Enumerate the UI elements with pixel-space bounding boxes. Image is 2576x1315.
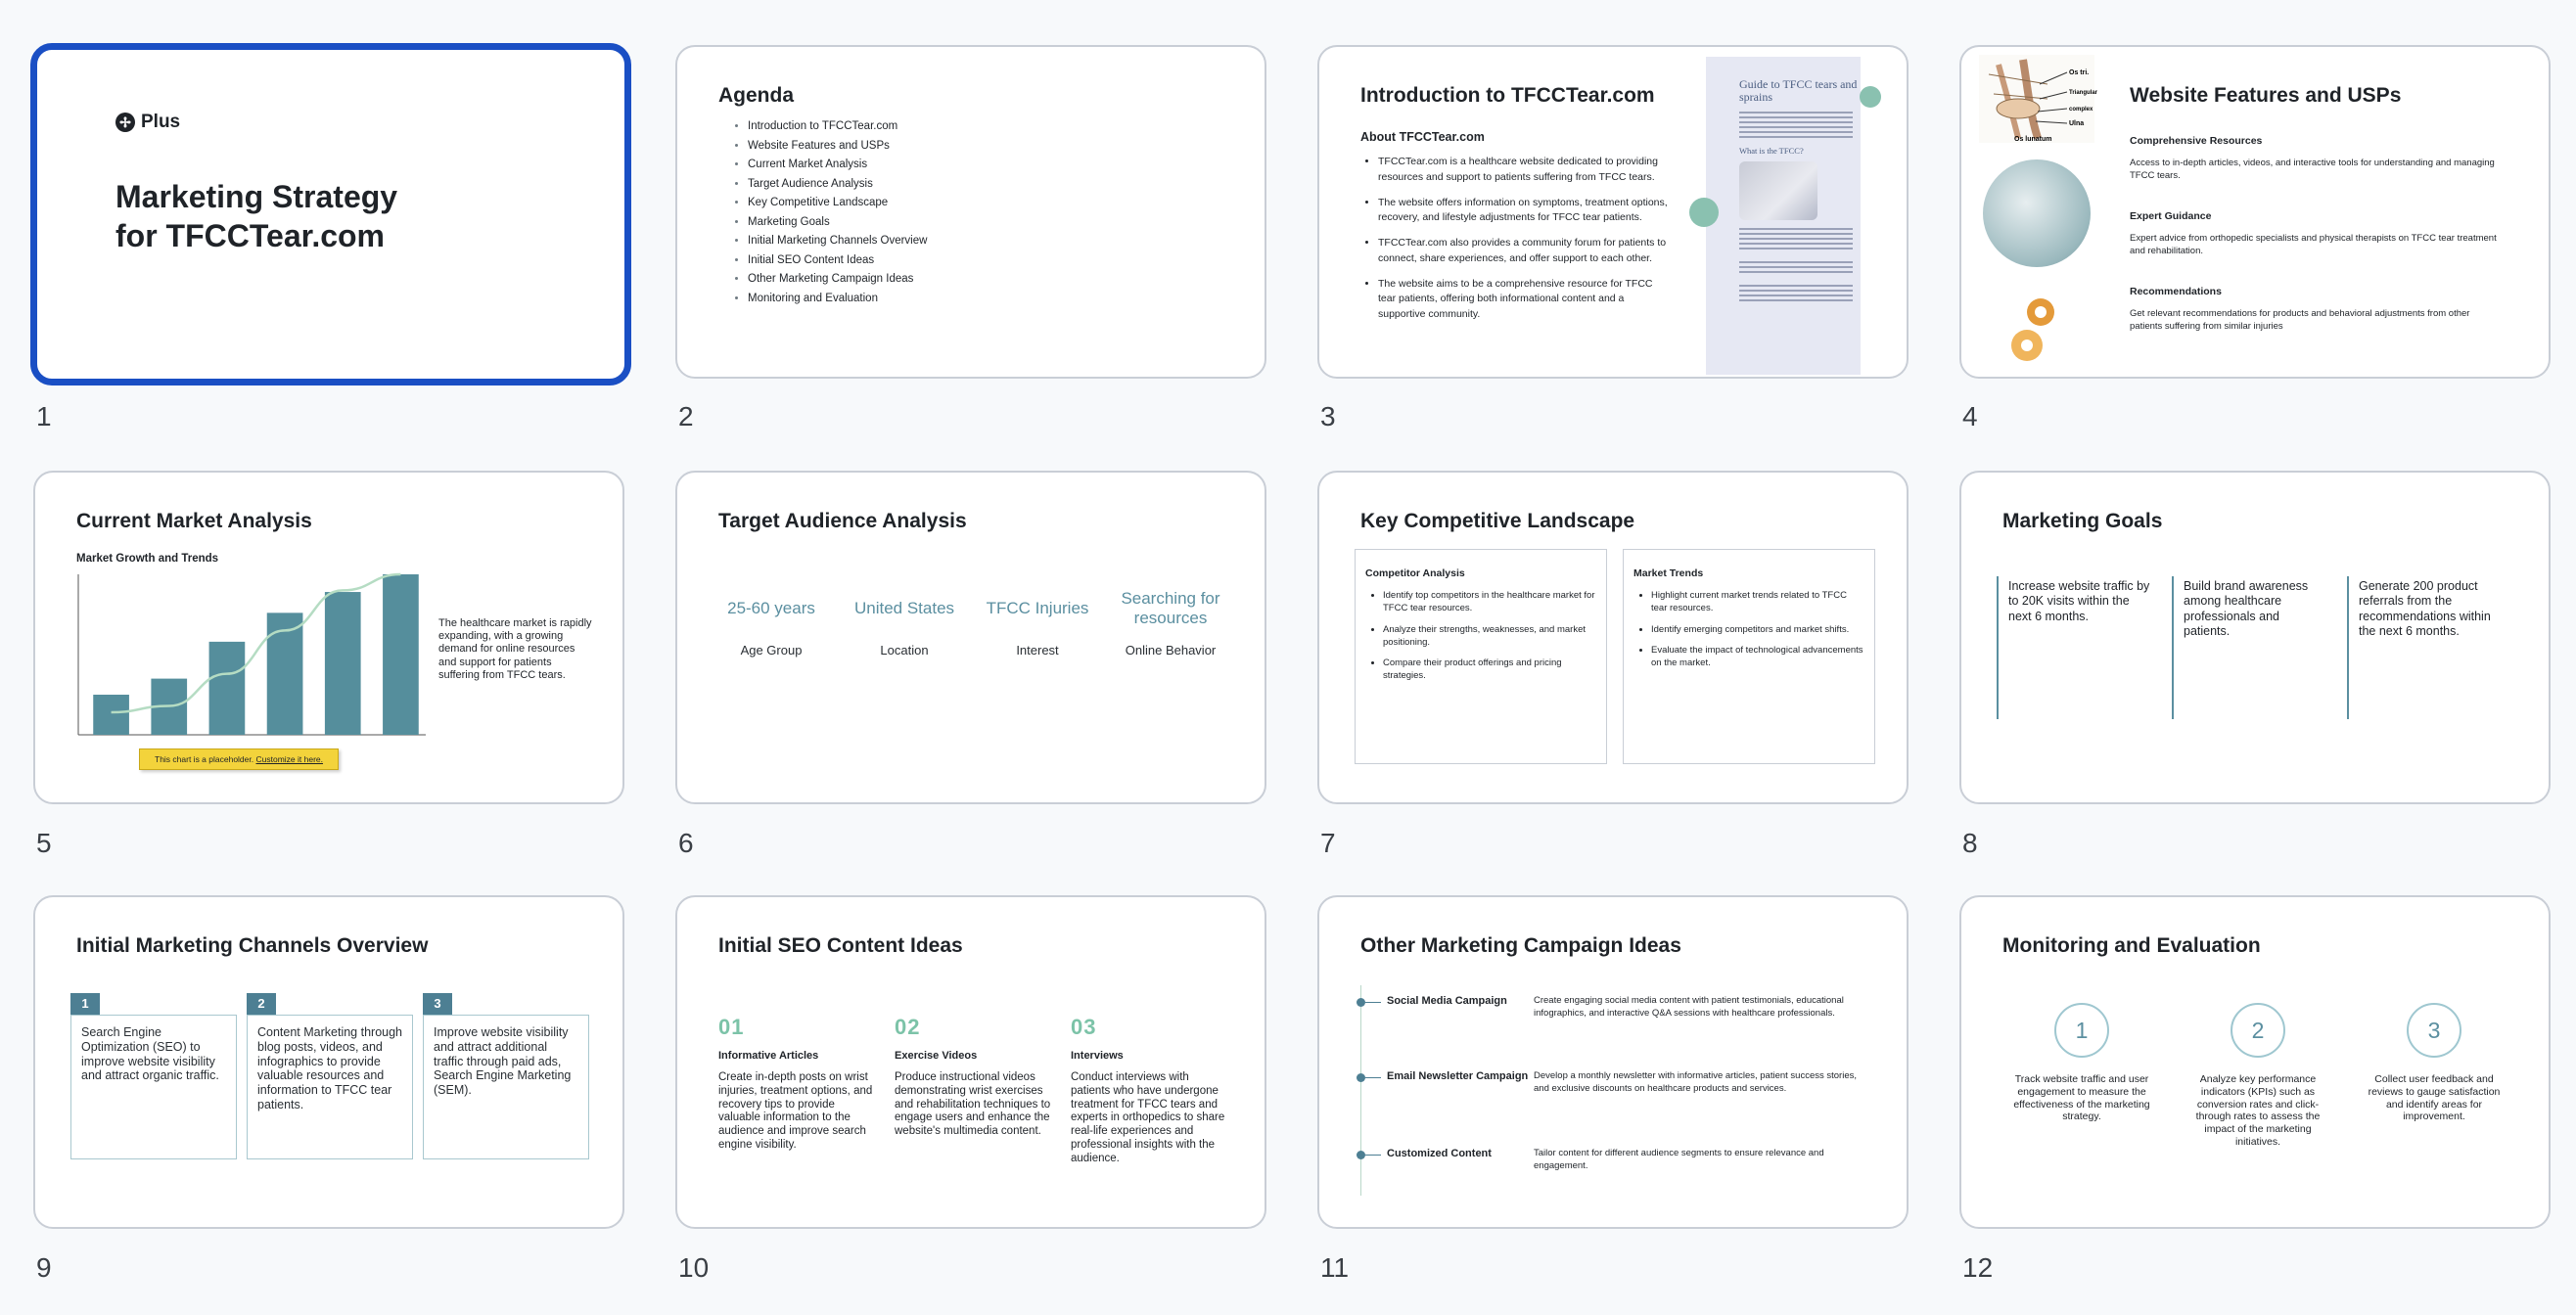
chart-bar	[209, 642, 246, 735]
slide-number: 7	[1320, 828, 1336, 858]
recommendation-illustration-icon	[2005, 296, 2066, 367]
plus-logo-icon: ✢	[115, 113, 135, 132]
idea-heading: Interviews	[1071, 1050, 1124, 1062]
segment-label: Interest	[1016, 643, 1059, 658]
agenda-item: • Monitoring and Evaluation	[748, 290, 927, 309]
chart-bar	[325, 592, 361, 735]
feature-block	[2130, 286, 2497, 334]
slide-number: 2	[678, 401, 694, 431]
box-bullet: • Identify top competitors in the healthcare market for TFCC tear resources.	[1383, 589, 1596, 615]
slide-thumbnail-7[interactable]	[1317, 471, 1909, 804]
goal-item: Build brand awareness among healthcare professionals and patients.	[2172, 576, 2326, 719]
slide-number: 12	[1962, 1252, 1994, 1283]
timeline-dot-icon	[1357, 1151, 1365, 1159]
slide-number: 1	[36, 401, 52, 431]
slide-title: Marketing Strategy for TFCCTear.com	[115, 179, 398, 253]
campaign-heading: Social Media Campaign	[1387, 995, 1507, 1007]
slide-title: Target Audience Analysis	[718, 510, 967, 532]
slide-number: 9	[36, 1252, 52, 1283]
agenda-item: • Initial Marketing Channels Overview	[748, 232, 927, 251]
slide-subheading: Market Growth and Trends	[76, 553, 219, 565]
feature-text: Access to in-depth articles, videos, and interactive tools for understanding and managing TFCC tears.	[2130, 158, 2495, 182]
wrist-xray-icon	[1739, 161, 1817, 220]
slide-subheading: About TFCCTear.com	[1360, 130, 1485, 144]
decorative-circle	[1689, 198, 1719, 227]
campaign-item	[1357, 1148, 1885, 1173]
seo-idea	[1071, 1015, 1227, 1166]
slide-title: Agenda	[718, 84, 795, 107]
channel-number: 3	[423, 993, 452, 1015]
seo-idea	[895, 1015, 1051, 1139]
idea-number: 03	[1071, 1015, 1097, 1039]
agenda-item: • Current Market Analysis	[748, 156, 927, 175]
customize-link[interactable]: Customize it here.	[255, 754, 323, 764]
timeline-dot-icon	[1357, 1073, 1365, 1082]
slide-thumbnail-2[interactable]	[675, 45, 1266, 379]
channel-card	[423, 993, 589, 1159]
slide-thumbnail-5[interactable]	[33, 471, 624, 804]
campaign-item	[1357, 1070, 1885, 1096]
doctor-photo-icon	[1983, 159, 2091, 267]
agenda-item: • Initial SEO Content Ideas	[748, 251, 927, 271]
audience-segment	[705, 588, 838, 658]
seo-idea	[718, 1015, 875, 1153]
about-bullet: • TFCCTear.com is a healthcare website dedicated to providing resources and support to patients suffering from TFCC tears.	[1378, 155, 1672, 186]
step-number: 1	[2054, 1003, 2109, 1058]
box-bullet: • Analyze their strengths, weaknesses, and market positioning.	[1383, 623, 1596, 650]
market-note: The healthcare market is rapidly expanding, with a growing demand for online resources and support for patients suffering from TFCC tears.	[438, 617, 592, 681]
agenda-item: • Introduction to TFCCTear.com	[748, 117, 927, 137]
idea-text: Conduct interviews with patients who have undergone treatment for TFCC tears and experts in orthopedics to share real-life experiences and professional insights with the audience.	[1071, 1071, 1225, 1164]
logo-text: Plus	[141, 112, 181, 132]
slide-title: Introduction to TFCCTear.com	[1360, 84, 1655, 107]
market-growth-chart	[76, 570, 429, 742]
channel-card	[70, 993, 237, 1159]
slide-thumbnail-12[interactable]	[1959, 895, 2551, 1229]
agenda-item: • Target Audience Analysis	[748, 175, 927, 195]
campaign-item	[1357, 995, 1885, 1020]
agenda-item: • Website Features and USPs	[748, 137, 927, 157]
channel-number: 1	[70, 993, 100, 1015]
segment-label: Age Group	[740, 643, 803, 658]
idea-heading: Exercise Videos	[895, 1050, 978, 1062]
slide-title: Initial SEO Content Ideas	[718, 934, 963, 957]
slide-thumbnail-4[interactable]	[1959, 45, 2551, 379]
market-trends-box	[1623, 549, 1875, 764]
step-text: Collect user feedback and reviews to gauge satisfaction and identify areas for improvement.	[2368, 1073, 2501, 1123]
channel-text: Improve website visibility and attract additional traffic through paid ads, Search Engine Marketing (SEM).	[423, 1015, 589, 1159]
slide-title: Key Competitive Landscape	[1360, 510, 1635, 532]
goal-item: Increase website traffic by to 20K visits within the next 6 months.	[1997, 576, 2151, 719]
slide-thumbnail-10[interactable]	[675, 895, 1266, 1229]
slide-thumbnail-1[interactable]	[30, 43, 631, 385]
segment-value: Searching for resources	[1121, 588, 1220, 627]
box-bullet: • Evaluate the impact of technological advancements on the market.	[1651, 644, 1864, 670]
idea-number: 01	[718, 1015, 745, 1039]
plus-logo	[115, 112, 180, 133]
step-number: 3	[2407, 1003, 2461, 1058]
box-heading: Competitor Analysis	[1365, 567, 1465, 579]
campaign-heading: Customized Content	[1387, 1148, 1492, 1159]
monitoring-step	[2008, 1003, 2155, 1123]
svg-text:Os lunatum: Os lunatum	[2014, 136, 2052, 143]
monitoring-step	[2361, 1003, 2507, 1123]
segment-value: TFCC Injuries	[986, 598, 1089, 617]
slide-thumbnail-9[interactable]	[33, 895, 624, 1229]
agenda-item: • Key Competitive Landscape	[748, 194, 927, 213]
guide-document-image	[1706, 57, 1861, 375]
slide-title: Initial Marketing Channels Overview	[76, 934, 429, 957]
guide-subheading: What is the TFCC?	[1739, 146, 1804, 157]
feature-text: Expert advice from orthopedic specialists and physical therapists on TFCC tear treatment and rehabilitation.	[2130, 233, 2497, 257]
about-bullet: • TFCCTear.com also provides a community forum for patients to connect, share experiences, and offer support to each other.	[1378, 236, 1672, 267]
svg-text:Triangular: Triangular	[2069, 90, 2098, 96]
slide-thumbnail-6[interactable]	[675, 471, 1266, 804]
about-bullet: • The website aims to be a comprehensive resource for TFCC tear patients, offering both informational content and a supportive community.	[1378, 277, 1672, 323]
guide-title: Guide to TFCC tears and sprains	[1739, 77, 1858, 105]
box-heading: Market Trends	[1633, 567, 1704, 579]
slide-title: Other Marketing Campaign Ideas	[1360, 934, 1681, 957]
slide-thumbnail-3[interactable]	[1317, 45, 1909, 379]
feature-block	[2130, 210, 2497, 258]
box-bullet: • Identify emerging competitors and market shifts.	[1651, 623, 1864, 636]
decorative-circle	[1860, 86, 1881, 108]
feature-heading: Recommendations	[2130, 286, 2222, 297]
feature-heading: Expert Guidance	[2130, 210, 2212, 222]
agenda-item: • Marketing Goals	[748, 213, 927, 233]
feature-heading: Comprehensive Resources	[2130, 135, 2263, 147]
svg-text:Ulna: Ulna	[2069, 120, 2085, 127]
step-text: Track website traffic and user engagement to measure the effectiveness of the marketing strategy.	[2013, 1073, 2150, 1123]
slide-thumbnail-8[interactable]	[1959, 471, 2551, 804]
slide-number: 8	[1962, 828, 1978, 858]
slide-number: 4	[1962, 401, 1978, 431]
goal-item: Generate 200 product referrals from the recommendations within the next 6 months.	[2347, 576, 2502, 719]
monitoring-step	[2185, 1003, 2331, 1149]
slide-number: 10	[678, 1252, 710, 1283]
campaign-text: Tailor content for different audience segments to ensure relevance and engagement.	[1534, 1148, 1824, 1171]
box-bullet: • Compare their product offerings and pricing strategies.	[1383, 657, 1596, 683]
channel-number: 2	[247, 993, 276, 1015]
svg-text:complex: complex	[2069, 107, 2093, 113]
channel-text: Search Engine Optimization (SEO) to improve website visibility and attract organic traffic.	[70, 1015, 237, 1159]
idea-text: Produce instructional videos demonstrating wrist exercises and rehabilitation techniques to engage users and enhance the website's multimedia content.	[895, 1071, 1051, 1138]
about-bullet: • The website offers information on symptoms, treatment options, recovery, and lifestyle adjustments for TFCC tear patients.	[1378, 196, 1672, 227]
slide-number: 11	[1320, 1252, 1350, 1283]
channel-text: Content Marketing through blog posts, videos, and infographics to provide valuable resources and information to TFCC tear patients.	[247, 1015, 413, 1159]
slide-title: Website Features and USPs	[2130, 84, 2402, 107]
segment-label: Location	[880, 643, 929, 658]
placeholder-text: This chart is a placeholder.	[155, 754, 254, 764]
box-bullet: • Highlight current market trends related to TFCC tear resources.	[1651, 589, 1864, 615]
timeline-dot-icon	[1357, 998, 1365, 1007]
step-text: Analyze key performance indicators (KPIs) such as conversion rates and click-through rates to assess the impact of the marketing initiatives.	[2195, 1073, 2321, 1148]
slide-number: 3	[1320, 401, 1336, 431]
feature-text: Get relevant recommendations for products and behavioral adjustments from other patients suffering from similar injuries	[2130, 308, 2470, 333]
slide-title: Monitoring and Evaluation	[2002, 934, 2261, 957]
slide-title: Marketing Goals	[2002, 510, 2163, 532]
segment-value: 25-60 years	[727, 598, 815, 617]
chart-bar	[93, 695, 129, 735]
campaign-text: Develop a monthly newsletter with informative articles, patient success stories, and exclusive discounts on healthcare products and services.	[1534, 1070, 1857, 1094]
svg-text:Os tri.: Os tri.	[2069, 69, 2090, 76]
slide-number: 6	[678, 828, 694, 858]
idea-number: 02	[895, 1015, 921, 1039]
slide-title: Current Market Analysis	[76, 510, 312, 532]
competitor-analysis-box	[1355, 549, 1607, 764]
about-list	[1360, 155, 1672, 333]
chart-bar	[383, 574, 419, 735]
slide-number: 5	[36, 828, 52, 858]
segment-value: United States	[853, 598, 955, 617]
audience-segment	[971, 588, 1104, 658]
campaign-text: Create engaging social media content with patient testimonials, educational infographics, and interactive Q&A sessions with healthcare professionals.	[1534, 995, 1844, 1019]
slide-thumbnail-11[interactable]	[1317, 895, 1909, 1229]
agenda-list	[718, 117, 927, 308]
idea-heading: Informative Articles	[718, 1050, 819, 1062]
chart-placeholder-banner[interactable]	[139, 748, 339, 770]
step-number: 2	[2231, 1003, 2285, 1058]
segment-label: Online Behavior	[1125, 643, 1217, 658]
audience-segment	[838, 588, 971, 658]
agenda-item: • Other Marketing Campaign Ideas	[748, 270, 927, 290]
feature-block	[2130, 135, 2497, 183]
campaign-heading: Email Newsletter Campaign	[1387, 1070, 1529, 1082]
audience-segment	[1104, 588, 1237, 658]
channel-card	[247, 993, 413, 1159]
idea-text: Create in-depth posts on wrist injuries, treatment options, and recovery tips to provide valuable information to the audience and improve search engine visibility.	[718, 1071, 873, 1151]
wrist-anatomy-icon	[1979, 55, 2098, 143]
